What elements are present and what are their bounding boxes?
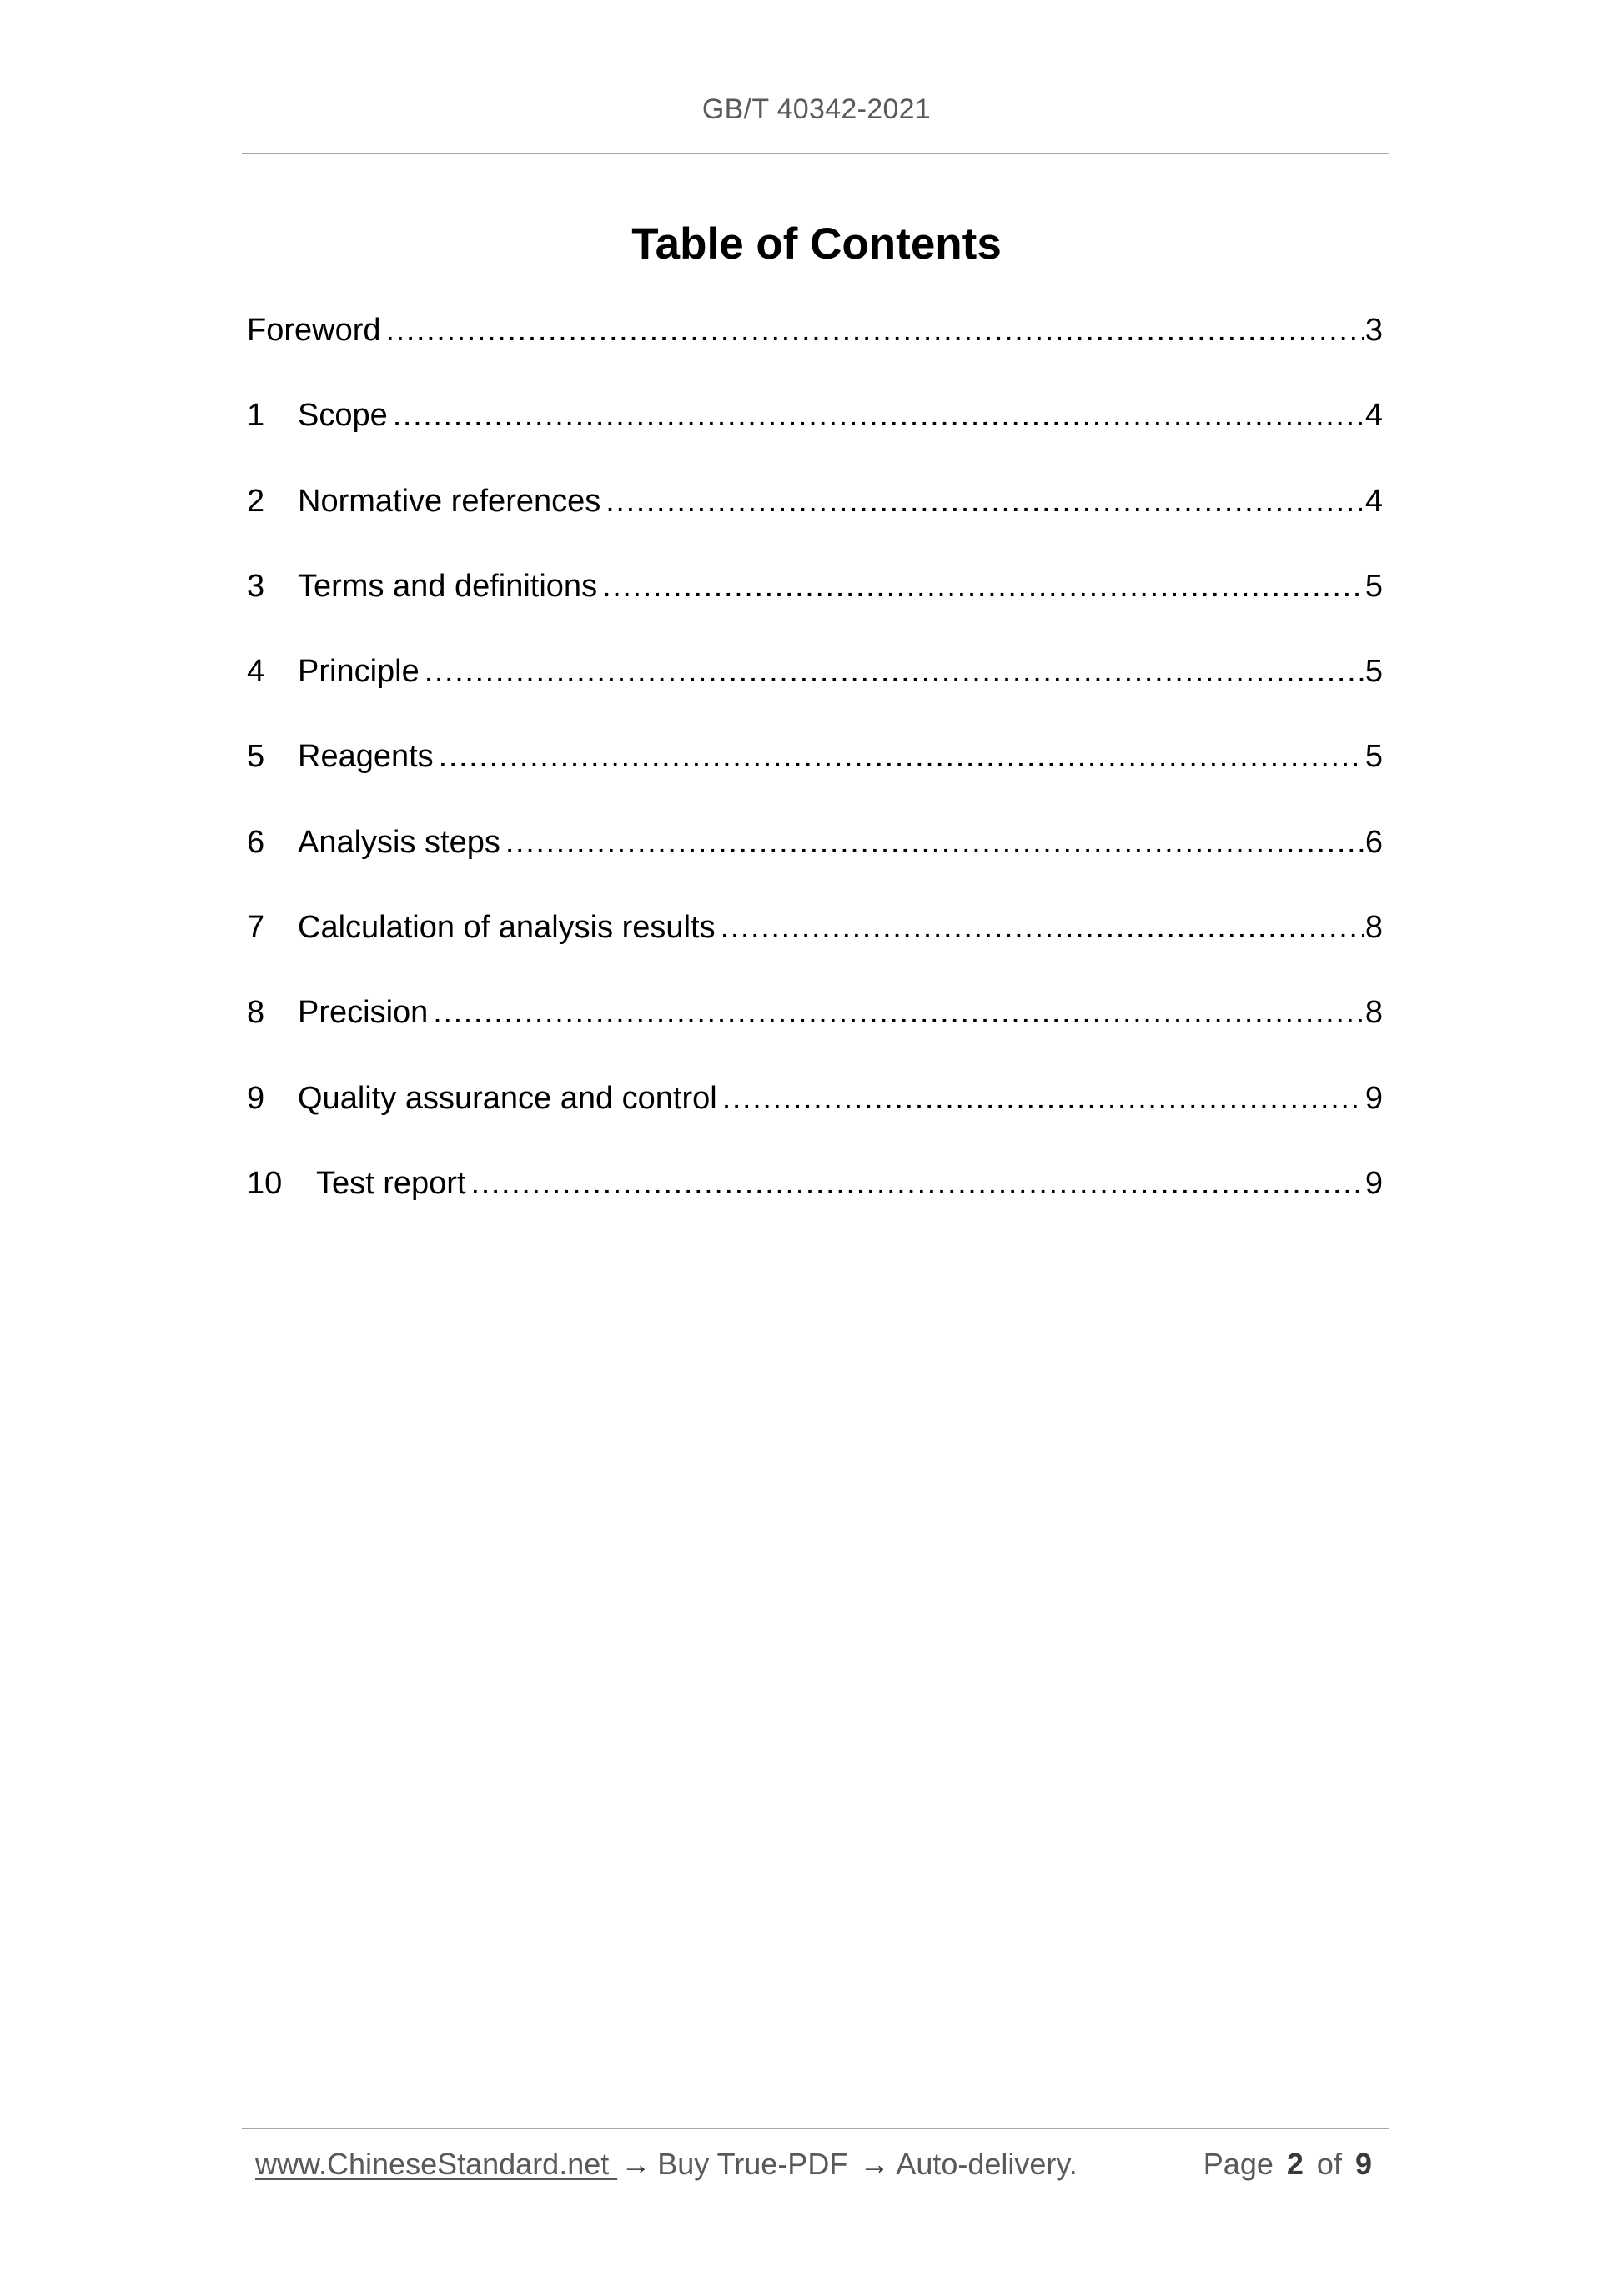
toc-entry-number: 5 (247, 739, 265, 775)
current-page-number: 2 (1286, 2147, 1304, 2181)
toc-entry-number: 2 (247, 483, 265, 519)
toc-dot-leader (605, 480, 1364, 523)
toc-entry-precision[interactable] (247, 991, 1383, 1076)
toc-dot-leader (425, 650, 1364, 693)
toc-entry-number: 1 (247, 398, 265, 434)
document-code-header: GB/T 40342-2021 (701, 93, 932, 125)
arrow-right-icon: → (621, 2147, 651, 2181)
toc-entry-page: 9 (1364, 1165, 1383, 1201)
toc-entry-label: Principle (298, 654, 420, 690)
toc-entry-number: 8 (247, 995, 265, 1031)
toc-dot-leader (433, 991, 1364, 1034)
toc-entry-page: 8 (1364, 910, 1383, 946)
website-link[interactable]: www.ChineseStandard.net (255, 2147, 618, 2181)
toc-entry-reagents[interactable] (247, 735, 1383, 820)
arrow-right-icon: → (859, 2147, 890, 2181)
toc-entry-number: 3 (247, 568, 265, 604)
toc-entry-label: Reagents (298, 739, 434, 775)
toc-entry-number: 10 (247, 1165, 283, 1201)
toc-entry-page: 3 (1364, 313, 1383, 348)
page-footer (255, 2147, 1377, 2182)
toc-entry-calculation-of-analysis-results[interactable] (247, 906, 1383, 991)
toc-entry-page: 5 (1364, 739, 1383, 775)
toc-entry-foreword[interactable] (247, 309, 1383, 394)
total-pages-number: 9 (1354, 2147, 1372, 2181)
toc-dot-leader (602, 565, 1364, 608)
toc-entry-page: 5 (1364, 568, 1383, 604)
toc-entry-number: 6 (247, 824, 265, 860)
buy-true-pdf-text: Buy True-PDF (657, 2147, 848, 2181)
toc-entry-label: Test report (316, 1165, 466, 1201)
toc-entry-number: 4 (247, 654, 265, 690)
toc-entry-page: 6 (1364, 824, 1383, 860)
toc-entry-label: Foreword (247, 313, 381, 348)
toc-entry-number: 9 (247, 1080, 265, 1116)
toc-dot-leader (505, 821, 1364, 864)
toc-entry-analysis-steps[interactable] (247, 821, 1383, 906)
toc-entry-label: Calculation of analysis results (298, 910, 716, 946)
toc-entry-label: Quality assurance and control (298, 1080, 717, 1116)
toc-dot-leader (439, 735, 1364, 778)
toc-entry-test-report[interactable] (247, 1162, 1383, 1247)
page-indicator (1203, 2147, 1377, 2182)
toc-entry-principle[interactable] (247, 650, 1383, 735)
toc-entry-page: 4 (1364, 483, 1383, 519)
footer-divider (242, 2128, 1389, 2129)
toc-entry-page: 9 (1364, 1080, 1383, 1116)
toc-title: Table of Contents (631, 219, 1002, 269)
page-of-label: of (1316, 2147, 1342, 2181)
toc-entry-scope[interactable] (247, 394, 1383, 479)
toc-dot-leader (471, 1162, 1364, 1205)
page-label: Page (1203, 2147, 1274, 2181)
toc-entry-normative-references[interactable] (247, 480, 1383, 565)
toc-entry-page: 5 (1364, 654, 1383, 690)
toc-entry-label: Analysis steps (298, 824, 500, 860)
toc-entry-label: Terms and definitions (298, 568, 598, 604)
toc-dot-leader (393, 394, 1364, 437)
toc-dot-leader (721, 906, 1364, 949)
toc-entry-number: 7 (247, 910, 265, 946)
toc-dot-leader (722, 1077, 1364, 1120)
toc-entry-label: Normative references (298, 483, 601, 519)
toc-entry-label: Precision (298, 995, 429, 1031)
header-divider (242, 153, 1389, 154)
toc-entry-page: 4 (1364, 398, 1383, 434)
table-of-contents (247, 309, 1383, 1247)
auto-delivery-text: Auto-delivery. (896, 2147, 1078, 2181)
toc-entry-terms-and-definitions[interactable] (247, 565, 1383, 650)
toc-entry-quality-assurance-and-control[interactable] (247, 1077, 1383, 1162)
toc-entry-label: Scope (298, 398, 388, 434)
toc-dot-leader (386, 309, 1364, 352)
toc-entry-page: 8 (1364, 995, 1383, 1031)
